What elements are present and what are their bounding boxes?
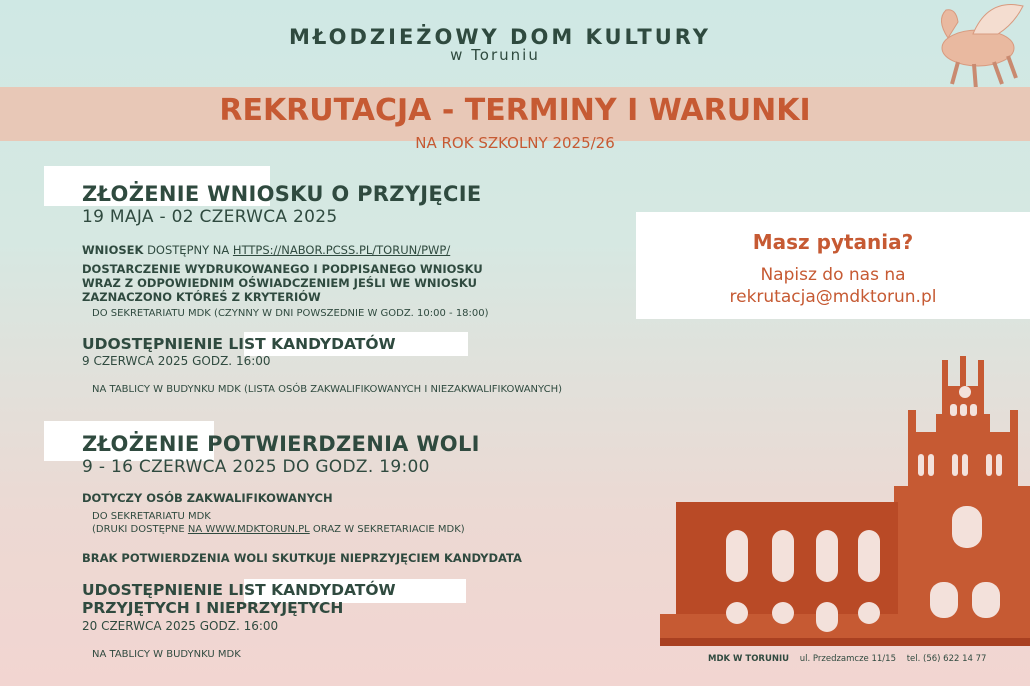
section3-where2 <box>92 523 465 536</box>
section1-date: 19 MAJA - 02 CZERWCA 2025 <box>82 207 338 227</box>
contact-line: Napisz do nas na <box>760 265 906 285</box>
footer-phone: tel. (56) 622 14 77 <box>906 654 987 664</box>
nabor-link[interactable]: HTTPS://NABOR.PCSS.PL/TORUN/PWP/ <box>232 243 451 257</box>
org-name: MŁODZIEŻOWY DOM KULTURY <box>288 25 712 49</box>
section3-heading: ZŁOŻENIE POTWIERDZENIA WOLI <box>82 432 480 456</box>
mdk-link[interactable]: NA WWW.MDKTORUN.PL <box>187 524 310 535</box>
org-city: w Toruniu <box>450 46 540 64</box>
section4-heading-2: PRZYJĘTYCH I NIEPRZYJĘTYCH <box>82 599 344 617</box>
delivery-line-2: WRAZ Z ODPOWIEDNIM OŚWIADCZENIEM JEŚLI WE WNIOSKU <box>82 276 477 290</box>
wniosek-label: WNIOSEK <box>82 243 144 257</box>
where2-prefix: (DRUKI DOSTĘPNE <box>92 524 188 535</box>
section2-heading: UDOSTĘPNIENIE LIST KANDYDATÓW <box>82 335 396 353</box>
section4-note: NA TABLICY W BUDYNKU MDK <box>92 649 241 660</box>
section3-where1: DO SEKRETARIATU MDK <box>92 511 211 522</box>
section4-date: 20 CZERWCA 2025 GODZ. 16:00 <box>82 619 279 633</box>
footer-name: MDK W TORUNIU <box>708 654 790 664</box>
delivery-line-1: DOSTARCZENIE WYDRUKOWANEGO I PODPISANEGO WNIOSKU <box>82 262 483 276</box>
section2-note: NA TABLICY W BUDYNKU MDK (LISTA OSÓB ZAKWALIFIKOWANYCH I NIEZAKWALIFIKOWANYCH) <box>92 384 562 395</box>
section1-heading: ZŁOŻENIE WNIOSKU O PRZYJĘCIE <box>82 182 482 206</box>
footer-address: ul. Przedzamcze 11/15 <box>799 654 896 664</box>
footer <box>708 654 986 664</box>
wniosek-line <box>82 243 450 257</box>
section4-heading-1: UDOSTĘPNIENIE LIST KANDYDATÓW <box>82 581 396 599</box>
contact-box <box>636 212 1030 319</box>
contact-email[interactable]: rekrutacja@mdktorun.pl <box>729 287 937 307</box>
page-subtitle: NA ROK SZKOLNY 2025/26 <box>415 134 615 152</box>
secretariat-note: DO SEKRETARIATU MDK (CZYNNY W DNI POWSZEDNIE W GODZ. 10:00 - 18:00) <box>92 308 489 319</box>
wniosek-text: DOSTĘPNY NA <box>143 243 233 257</box>
section2-date: 9 CZERWCA 2025 GODZ. 16:00 <box>82 354 271 368</box>
section3-date: 9 - 16 CZERWCA 2025 DO GODZ. 19:00 <box>82 457 430 477</box>
page-title: REKRUTACJA - TERMINY I WARUNKI <box>219 93 811 128</box>
section3-warning: BRAK POTWIERDZENIA WOLI SKUTKUJE NIEPRZYJĘCIEM KANDYDATA <box>82 551 522 565</box>
section3-who: DOTYCZY OSÓB ZAKWALIFIKOWANYCH <box>82 491 333 505</box>
building-illustration <box>660 356 1030 648</box>
contact-question: Masz pytania? <box>752 230 914 254</box>
delivery-line-3: ZAZNACZONO KTÓREŚ Z KRYTERIÓW <box>82 290 321 304</box>
where2-suffix: ORAZ W SEKRETARIACIE MDK) <box>309 524 465 535</box>
